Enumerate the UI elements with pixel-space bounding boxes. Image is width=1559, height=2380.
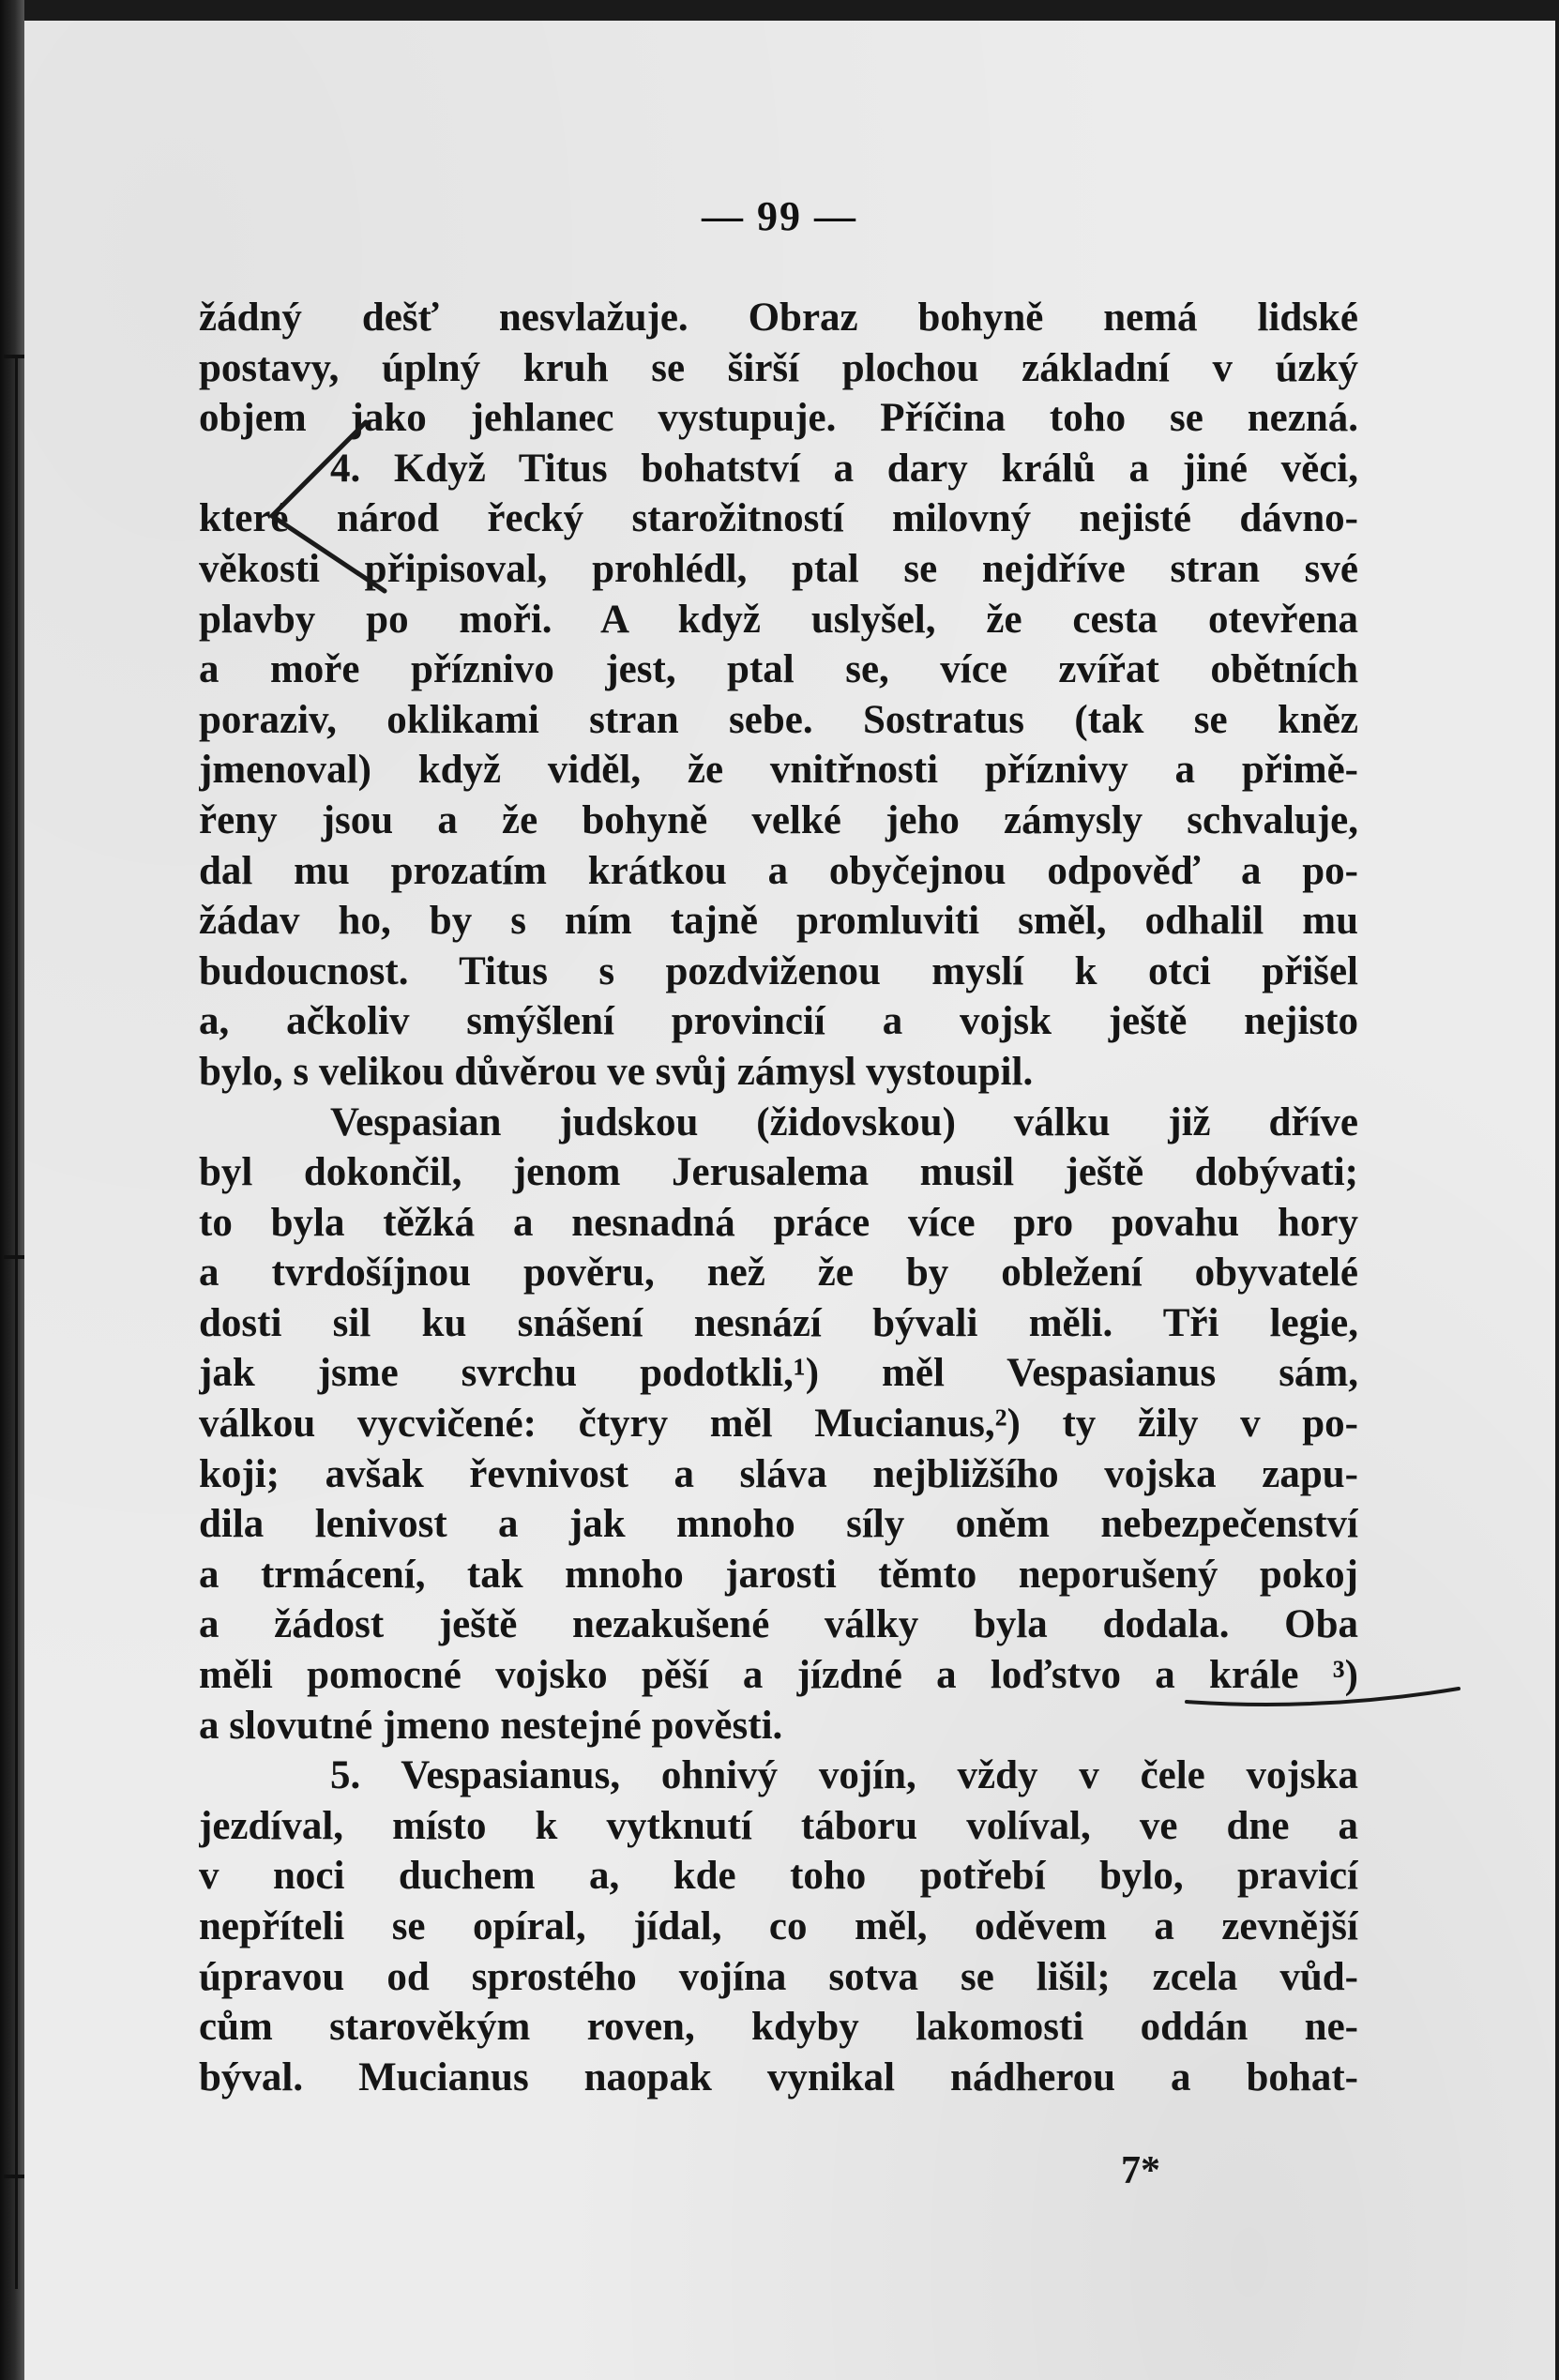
text-line: bylo, s velikou důvěrou ve svůj zámysl vystoupil. (199, 1049, 1034, 1094)
binding-rule (15, 356, 18, 2289)
text-line: postavy, úplný kruh se širší plochou základní v úzký (199, 345, 1358, 390)
text-line: budoucnost. Titus s pozdviženou myslí k otci přišel (199, 948, 1358, 993)
handwritten-bracket-mark (253, 413, 403, 600)
text-line: jezdíval, místo k vytknutí táboru volíval, ve dne a (199, 1803, 1358, 1848)
text-line: dosti sil ku snášení nesnází bývali měli. Tři legie, (199, 1300, 1358, 1345)
text-line: 5. Vespasianus, ohnivý vojín, vždy v čele vojska (330, 1753, 1358, 1798)
text-line: a, ačkoliv smýšlení provincií a vojsk ještě nejisto (199, 999, 1358, 1044)
text-line: žádný dešť nesvlažuje. Obraz bohyně nemá lidské (199, 296, 1358, 340)
text-line: a moře příznivo jest, ptal se, více zvířat obětních (199, 647, 1358, 692)
text-line: a žádost ještě nezakušené války byla dodala. Oba (199, 1602, 1358, 1647)
text-line: nepříteli se opíral, jídal, co měl, oděvem a zevnější (199, 1904, 1358, 1948)
text-line: koji; avšak řevnivost a sláva nejbližšího vojska zapu- (199, 1451, 1358, 1496)
text-line: cům starověkým roven, kdyby lakomosti oddán ne- (199, 2005, 1358, 2050)
text-line: žádav ho, by s ním tajně promluviti směl, odhalil mu (199, 899, 1358, 944)
page-number-header: — 99 — (702, 193, 857, 239)
text-line: jak jsme svrchu podotkli,¹) měl Vespasianus sám, (199, 1351, 1358, 1396)
text-line: 4. Když Titus bohatství a dary králů a jiné věci, (330, 446, 1358, 491)
text-line: objem jako jehlanec vystupuje. Příčina toho se nezná. (199, 396, 1358, 441)
text-line: dila lenivost a jak mnoho síly oněm nebezpečenství (199, 1502, 1358, 1547)
text-line: řeny jsou a že bohyně velké jeho zámysly schvaluje, (199, 797, 1358, 842)
text-line: věkosti připisoval, prohlédl, ptal se nejdříve stran své (199, 546, 1358, 591)
text-line: poraziv, oklikami stran sebe. Sostratus (tak se kněz (199, 697, 1358, 742)
text-line: v noci duchem a, kde toho potřebí bylo, pravicí (199, 1854, 1358, 1899)
text-line: to byla těžká a nesnadná práce více pro povahu hory (199, 1200, 1358, 1245)
text-line: jmenoval) když viděl, že vnitřnosti příznivy a přimě- (199, 748, 1358, 793)
text-line: a tvrdošíjnou pověru, než že by obležení obyvatelé (199, 1251, 1358, 1296)
signature-mark: 7* (1121, 2149, 1160, 2192)
handwritten-underline-mark (1182, 1679, 1463, 1717)
text-line: byl dokončil, jenom Jerusalema musil ještě dobývati; (199, 1150, 1358, 1195)
text-line: úpravou od sprostého vojína sotva se lišil; zcela vůd- (199, 1954, 1358, 1999)
text-line: a trmácení, tak mnoho jarosti těmto neporušený pokoj (199, 1552, 1358, 1597)
text-line: dal mu prozatím krátkou a obyčejnou odpověď a po- (199, 848, 1358, 893)
text-line: které národ řecký starožitností milovný nejisté dávno- (199, 496, 1358, 541)
text-line: býval. Mucianus naopak vynikal nádherou a bohat- (199, 2054, 1358, 2100)
text-line: a slovutné jmeno nestejné pověsti. (199, 1703, 783, 1748)
text-line: měli pomocné vojsko pěší a jízdné a loďstvo a krále ³) (199, 1653, 1358, 1698)
text-line: plavby po moři. A když uslyšel, že cesta otevřena (199, 597, 1358, 642)
text-line: Vespasian judskou (židovskou) válku již dříve (330, 1099, 1358, 1145)
text-line: válkou vycvičené: čtyry měl Mucianus,²) ty žily v po- (199, 1402, 1358, 1447)
